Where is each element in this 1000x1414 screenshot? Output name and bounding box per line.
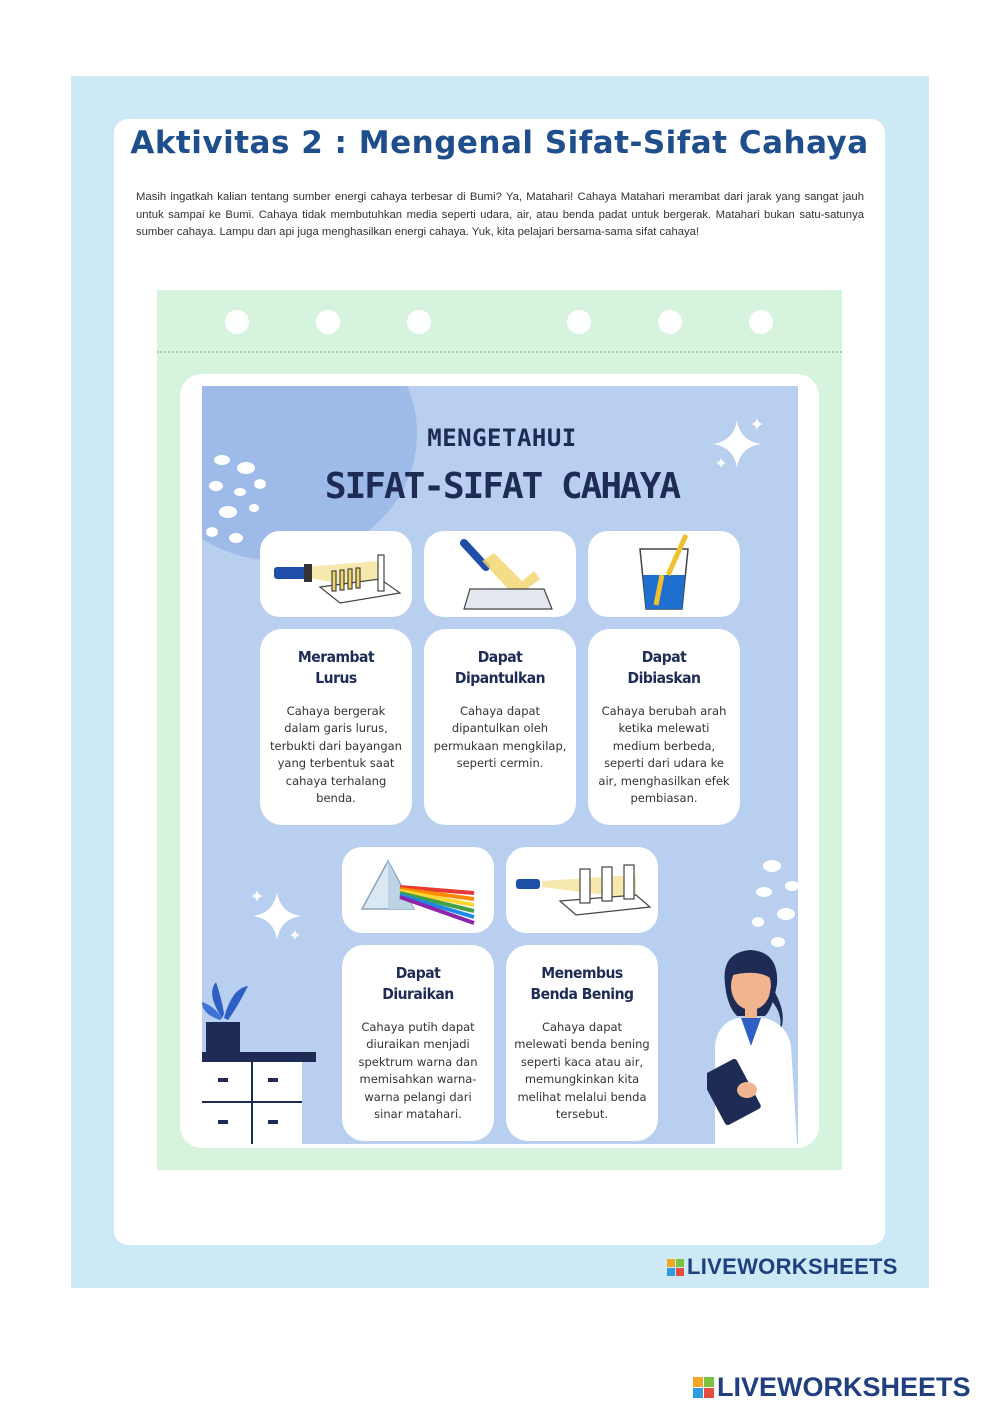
property-title: Dapat Diuraikan <box>382 964 454 1003</box>
scientist-illustration-icon <box>707 946 798 1144</box>
property-card-1 <box>260 629 412 825</box>
brand-logo-icon <box>693 1377 714 1398</box>
notebook-panel <box>157 290 842 1170</box>
property-title: Dapat Dipantulkan <box>454 648 546 687</box>
prism-rainbow-icon <box>342 847 494 933</box>
property-desc: Cahaya putih dapat diuraikan menjadi spektrum warna dan memisahkan warna-warna pelangi dari sinar matahari. <box>358 1020 478 1122</box>
binder-hole <box>316 310 340 334</box>
property-card-5 <box>506 945 658 1141</box>
flashlight-cards-icon <box>506 847 658 933</box>
brand-logo-icon <box>667 1259 684 1276</box>
property-title: Menembus Benda Bening <box>530 964 634 1003</box>
brand-name: LIVEWORKSHEETS <box>687 1254 898 1279</box>
flashlight-straight-icon <box>260 531 412 617</box>
brand-logo-outer <box>693 1372 971 1403</box>
property-title: Dapat Dibiaskan <box>627 648 701 687</box>
poster-heading-line2: SIFAT-SIFAT CAHAYA <box>324 466 680 507</box>
binder-hole <box>225 310 249 334</box>
image-card-dispersion <box>342 847 494 933</box>
image-card-straight-light <box>260 531 412 617</box>
poster-heading <box>322 424 682 507</box>
intro-paragraph: Masih ingatkah kalian tentang sumber energi cahaya terbesar di Bumi? Ya, Matahari! Cahaya Matahari merambat dari jarak yang sangat jauh untuk sampai ke Bumi. Cahaya tidak membutuhkan media seperti udara, air, atau benda padat untuk bergerak. Matahari bukan satu-satunya sumber cahaya. Lampu dan api juga menghasilkan energi cahaya. Yuk, kita pelajari bersama-sama sifat cahaya! <box>136 191 864 238</box>
page-title: Aktivitas 2 : Mengenal Sifat-Sifat Cahaya <box>130 125 869 161</box>
binder-hole <box>749 310 773 334</box>
flashlight-mirror-icon <box>424 531 576 617</box>
image-card-transparent <box>506 847 658 933</box>
sparkle-icon <box>707 414 767 474</box>
property-desc: Cahaya dapat dipantulkan oleh permukaan mengkilap, seperti cermin. <box>433 704 567 771</box>
brand-name: LIVEWORKSHEETS <box>717 1372 971 1402</box>
property-title: Merambat Lurus <box>297 648 375 687</box>
property-desc: Cahaya dapat melewati benda bening seperti kaca atau air, memungkinkan kita melihat melalui benda tersebut. <box>514 1020 650 1122</box>
image-card-reflection <box>424 531 576 617</box>
property-card-2 <box>424 629 576 825</box>
property-desc: Cahaya bergerak dalam garis lurus, terbukti dari bayangan yang terbentuk saat cahaya terhalang benda. <box>270 704 402 806</box>
plant-drawer-illustration-icon <box>202 974 322 1144</box>
property-card-4 <box>342 945 494 1141</box>
property-card-3 <box>588 629 740 825</box>
dotted-divider <box>157 351 842 353</box>
content-card <box>114 119 885 1245</box>
binder-hole <box>567 310 591 334</box>
image-card-refraction <box>588 531 740 617</box>
poster-heading-line1: MENGETAHUI <box>427 424 577 452</box>
brand-logo-inner <box>667 1254 898 1280</box>
glass-straw-icon <box>588 531 740 617</box>
worksheet-page <box>71 76 929 1288</box>
property-desc: Cahaya berubah arah ketika melewati medium berbeda, seperti dari udara ke air, menghasilkan efek pembiasan. <box>598 704 730 806</box>
poster-frame <box>180 374 819 1148</box>
binder-hole <box>658 310 682 334</box>
binder-hole <box>407 310 431 334</box>
sparkle-icon <box>247 886 307 946</box>
infographic-poster <box>202 386 798 1144</box>
